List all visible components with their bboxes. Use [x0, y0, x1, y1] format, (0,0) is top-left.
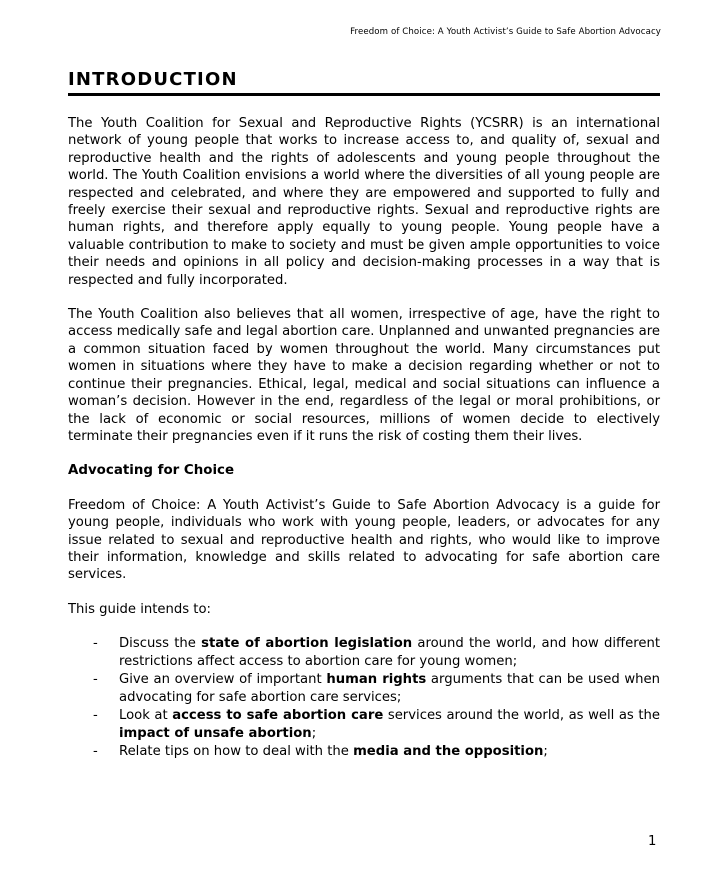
running-header: Freedom of Choice: A Youth Activist’s Guide to Safe Abortion Advocacy — [350, 27, 661, 37]
list-item-emphasis: media and the opposition — [353, 744, 544, 760]
list-item — [68, 707, 660, 742]
bullet-dash: - — [93, 636, 98, 652]
page-content — [68, 68, 660, 762]
list-item-text: Give an overview of important — [119, 672, 327, 688]
list-item-emphasis: human rights — [326, 672, 427, 688]
list-item-emphasis: state of abortion legislation — [201, 636, 413, 652]
bullet-dash: - — [93, 672, 98, 688]
list-item-text: Discuss the — [119, 636, 202, 652]
section-heading: Advocating for Choice — [68, 463, 235, 479]
list-item-text: services around the world, as well as the — [383, 708, 660, 724]
list-item-text: Relate tips on how to deal with the — [119, 744, 354, 760]
list-item-text: ; — [311, 725, 317, 741]
guide-description-paragraph: Freedom of Choice: A Youth Activist’s Guide to Safe Abortion Advocacy is a guide for young people, individuals who work with young people, leaders, or advocates for any issue related to sexual and reproductive health and rights, who would like to improve their information, knowledge and skills related to advocating for safe abortion care services. — [68, 497, 660, 583]
page-title: INTRODUCTION — [68, 68, 660, 96]
bullet-dash: - — [93, 744, 98, 760]
list-item — [68, 671, 660, 706]
list-item-text: around the world, and how different restrictions affect access to abortion care for young women; — [119, 636, 660, 669]
guide-goals-list — [68, 635, 660, 760]
list-item — [68, 635, 660, 670]
list-item-emphasis: impact of unsafe abortion — [119, 725, 312, 741]
list-item-emphasis: access to safe abortion care — [172, 708, 384, 724]
page-number: 1 — [648, 834, 657, 849]
guide-intent-lead: This guide intends to: — [68, 601, 211, 617]
bullet-dash: - — [93, 708, 98, 724]
intro-paragraph: The Youth Coalition for Sexual and Reproductive Rights (YCSRR) is an international network of young people that works to increase access to, and quality of, sexual and reproductive health and the rights of adolescents and young people throughout the world. The Youth Coalition envisions a world where the diversities of all young people are respected and celebrated, and where they are empowered and supported to fully and freely exercise their sexual and reproductive rights. Sexual and reproductive rights are human rights, and therefore apply equally to young people. Young people have a valuable contribution to make to society and must be given ample opportunities to voice their needs and opinions in all policy and decision-making processes in a way that is respected and fully incorporated. — [68, 116, 660, 288]
list-item-text: arguments that can be used when advocating for safe abortion care services; — [119, 672, 661, 705]
list-item-text: Look at — [119, 708, 173, 724]
abortion-care-paragraph: The Youth Coalition also believes that all women, irrespective of age, have the right to access medically safe and legal abortion care. Unplanned and unwanted pregnancies are a common situation faced by women throughout the world. Many circumstances put women in situations where they have to make a decision regarding whether or not to continue their pregnancies. Ethical, legal, medical and social situations can influence a woman’s decision. However in the end, regardless of the legal or moral prohibitions, or the lack of economic or social resources, millions of women decide to electively terminate their pregnancies even if it runs the risk of costing them their lives. — [68, 307, 660, 444]
list-item-text: ; — [543, 744, 548, 760]
list-item — [68, 743, 660, 760]
